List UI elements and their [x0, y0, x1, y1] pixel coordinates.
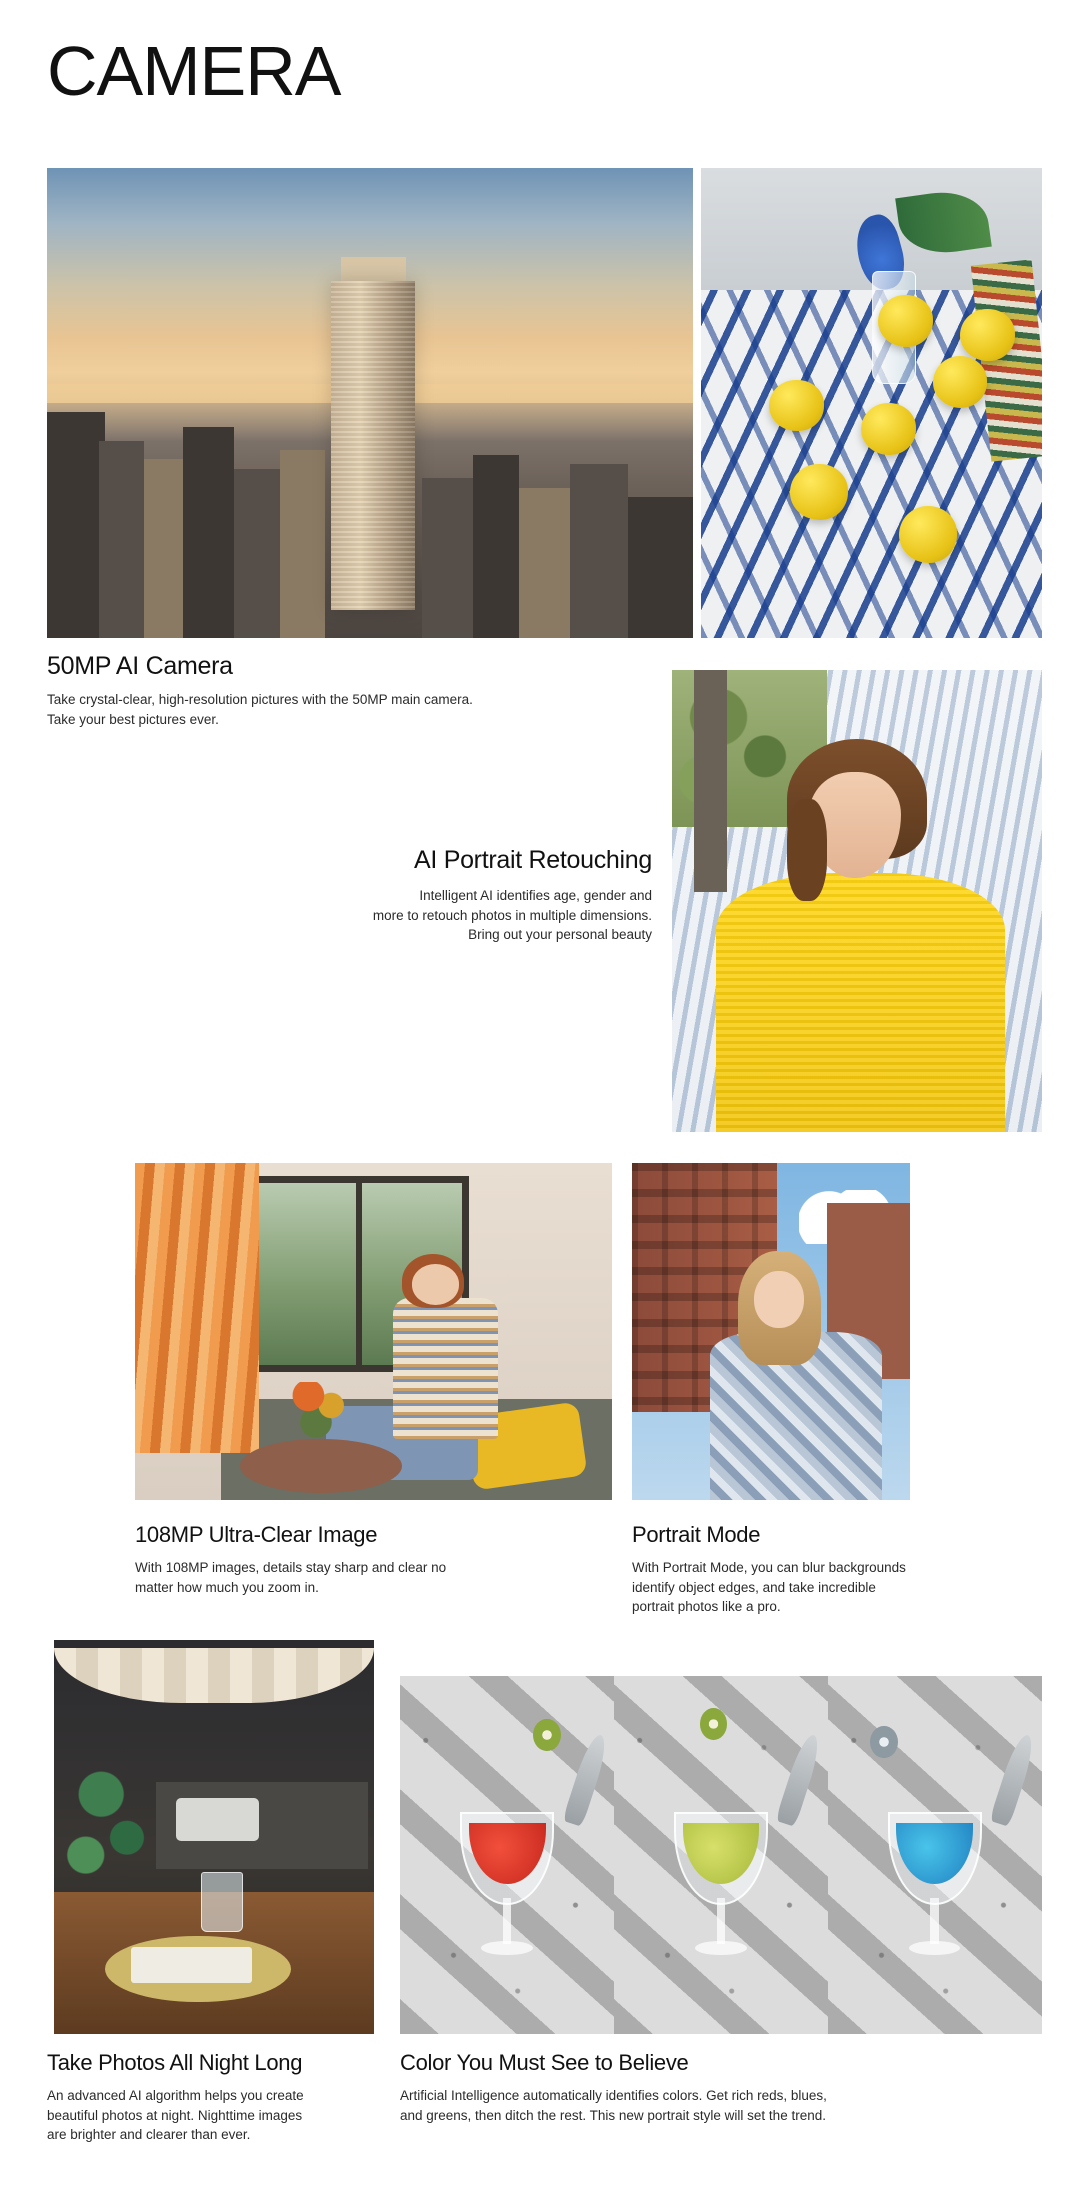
- yellow-sweater-portrait-photo: [672, 670, 1042, 1132]
- body-line: With Portrait Mode, you can blur backgrounds: [632, 1560, 906, 1575]
- body-line: Take your best pictures ever.: [47, 711, 219, 727]
- color-triptych-photo-group: [400, 1676, 1042, 2034]
- body-line: Take crystal-clear, high-resolution pictures with the 50MP main camera.: [47, 692, 473, 707]
- cocktail-blue-photo: [828, 1676, 1042, 2034]
- lemons-blue-pattern-photo: [701, 168, 1042, 638]
- body-line: and greens, then ditch the rest. This new portrait style will set the trend.: [400, 2107, 826, 2123]
- body-line: identify object edges, and take incredible: [632, 1579, 876, 1595]
- body-line: With 108MP images, details stay sharp and clear no: [135, 1560, 447, 1575]
- body-line: An advanced AI algorithm helps you create: [47, 2088, 304, 2103]
- body-ai-portrait-retouching: [160, 886, 652, 945]
- page-title: CAMERA: [47, 32, 341, 110]
- heading-ai-portrait-retouching: AI Portrait Retouching: [414, 846, 652, 874]
- window-orange-curtain-photo: [135, 1163, 612, 1500]
- body-night-photos: [47, 2086, 387, 2145]
- body-line: matter how much you zoom in.: [135, 1579, 319, 1595]
- body-line: Bring out your personal beauty: [468, 927, 652, 943]
- body-line: beautiful photos at night. Nighttime images: [47, 2107, 303, 2123]
- heading-50mp-ai-camera: 50MP AI Camera: [47, 652, 233, 680]
- heading-night-photos: Take Photos All Night Long: [47, 2050, 303, 2075]
- cocktail-green-photo: [614, 1676, 827, 2034]
- body-108mp-ultra-clear: [135, 1558, 595, 1597]
- portrait-mode-street-photo: [632, 1163, 910, 1500]
- body-line: are brighter and clearer than ever.: [47, 2127, 251, 2143]
- body-color-accuracy: [400, 2086, 1020, 2125]
- cocktail-red-photo: [400, 1676, 614, 2034]
- heading-color-accuracy: Color You Must See to Believe: [400, 2050, 689, 2075]
- heading-portrait-mode: Portrait Mode: [632, 1522, 761, 1547]
- body-line: Artificial Intelligence automatically identifies colors. Get rich reds, blues,: [400, 2088, 827, 2103]
- night-restaurant-table-photo: [54, 1640, 374, 2034]
- body-line: portrait photos like a pro.: [632, 1599, 781, 1615]
- body-50mp-ai-camera: [47, 690, 647, 729]
- body-line: Intelligent AI identifies age, gender and: [419, 888, 652, 903]
- body-line: more to retouch photos in multiple dimensions.: [372, 907, 652, 923]
- heading-108mp-ultra-clear: 108MP Ultra-Clear Image: [135, 1522, 378, 1547]
- body-portrait-mode: [632, 1558, 1012, 1617]
- city-skyline-sunset-photo: [47, 168, 693, 638]
